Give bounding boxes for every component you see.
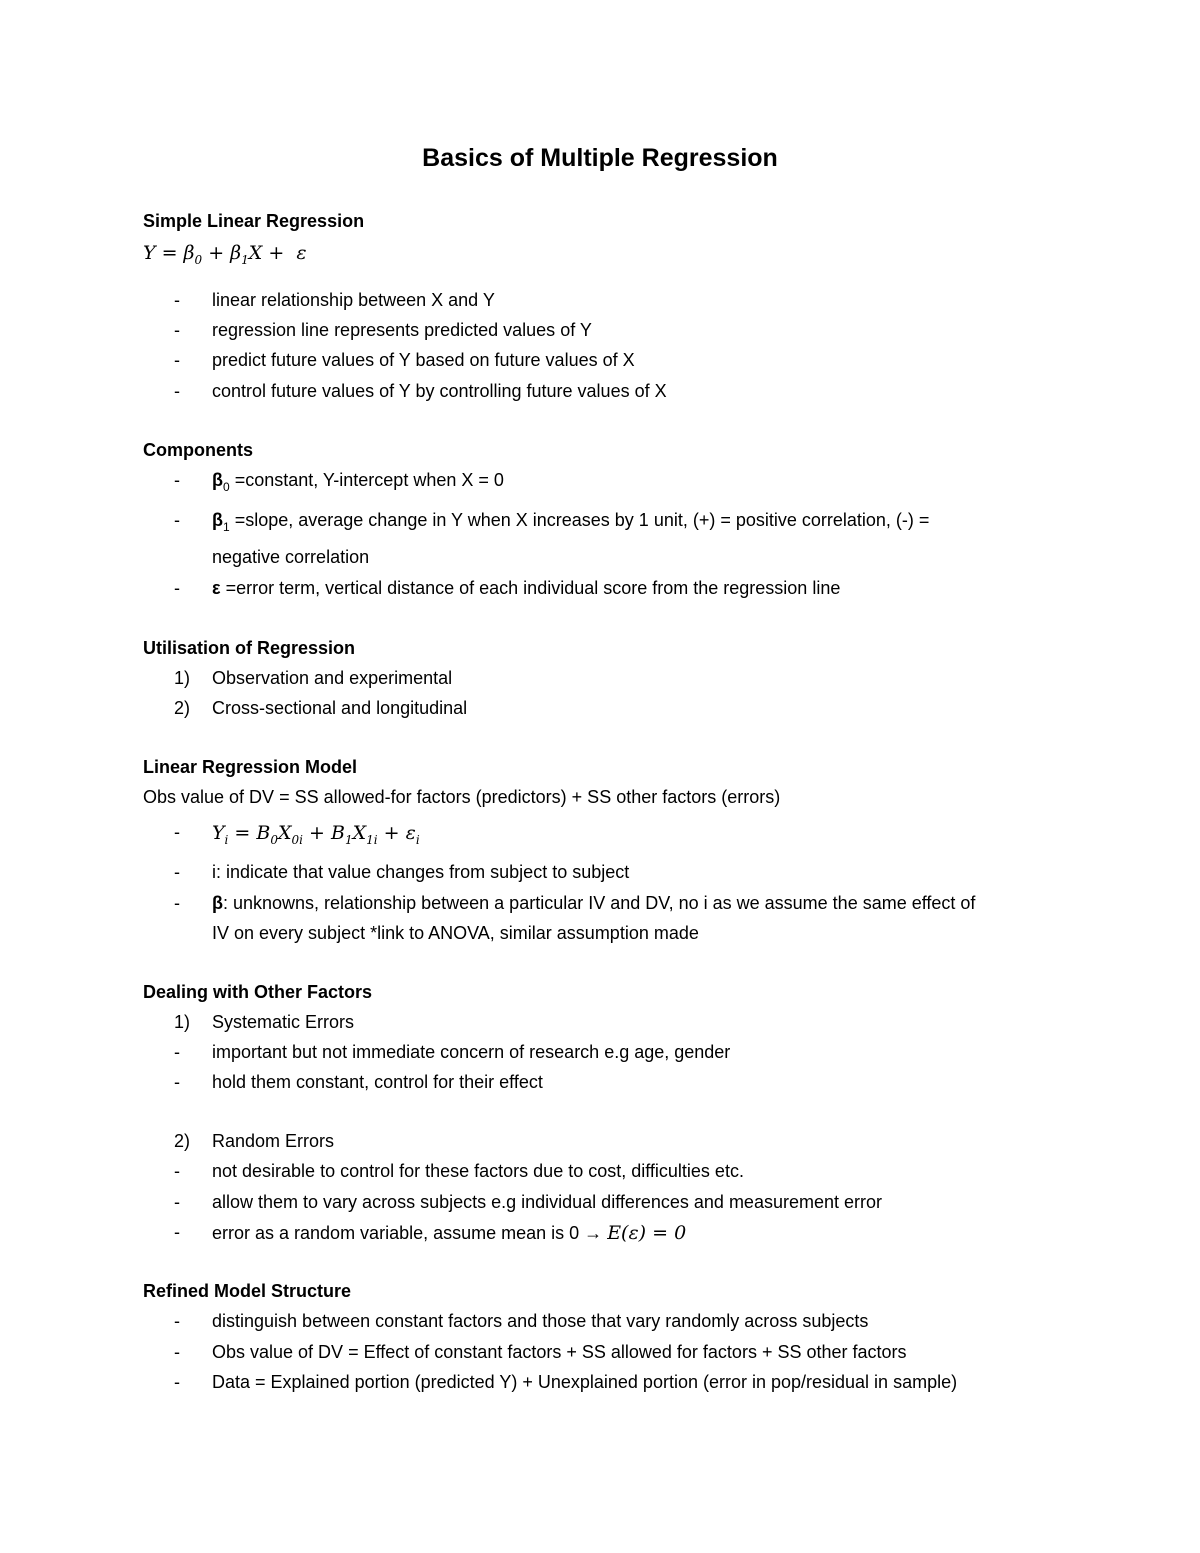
section-heading-utilisation: Utilisation of Regression	[143, 638, 356, 658]
page-title: Basics of Multiple Regression	[422, 144, 778, 172]
section-heading-linear-model: Linear Regression Model	[143, 757, 358, 777]
section-heading-simple-linear: Simple Linear Regression	[143, 211, 365, 231]
section-heading-refined: Refined Model Structure	[143, 1281, 352, 1301]
linear-model-description: Obs value of DV = SS allowed-for factors (predictors) + SS other factors (errors)	[143, 787, 781, 807]
document-page: Basics of Multiple Regression Simple Linear Regression $Y = \beta_0 + \beta_1X + \varepsilon$ - linear relationship between X and Y - regression line represents predicted values of Y - predict future values of Y based on future values of X - control future values of Y by controlling future values of X Components - $\beta_0$ =constant, Y-intercept when X = 0 - $\beta_1$ =slope, average change in Y when X increases by 1 unit, (+) = positive correlation, (-) = negative correlation - ε =error term, vertical distance of each individual score from the regression line Utilisation of Regression 1) Observation and experimental 2) Cross-sectional and longitudinal Linear Regression Model Obs value of DV = SS allowed-for factors (predictors) + SS other factors (errors) - $Y_i = B_0X_{0i} + B_1X_{1i} + \varepsilon_i$ - i: indicate that value changes from subject to subject - β: unknowns, relationship between a particular IV and DV, no i as we assume the same effect of IV on every subject *link to ANOVA, similar assumption made Dealing with Other Factors 1) Systematic Errors - important but not immediate concern of research e.g age, gender - hold them constant, control for their effect 2) Random Errors - not desirable to control for these factors due to cost, difficulties etc. - allow them to vary across subjects e.g individual differences and measurement error - error as a random variable, assume mean is 0 → E(ε) = 0 Refined Model Structure - distinguish between constant factors and those that vary randomly across subjects - Obs value of DV = Effect of constant factors + SS allowed for factors + SS other factors - Data = Explained portion (predicted Y) + Unexplained portion (error in pop/residual in sample)	[0, 0, 1200, 1553]
section-heading-components: Components	[143, 440, 253, 460]
list-item-continuation: IV on every subject *link to ANOVA, similar assumption made	[212, 923, 699, 943]
list-item-continuation: negative correlation	[212, 547, 370, 567]
simple-linear-equation: $Y = \beta_0 + \beta_1X + \varepsilon$	[143, 242, 307, 267]
section-heading-other-factors: Dealing with Other Factors	[143, 982, 373, 1002]
